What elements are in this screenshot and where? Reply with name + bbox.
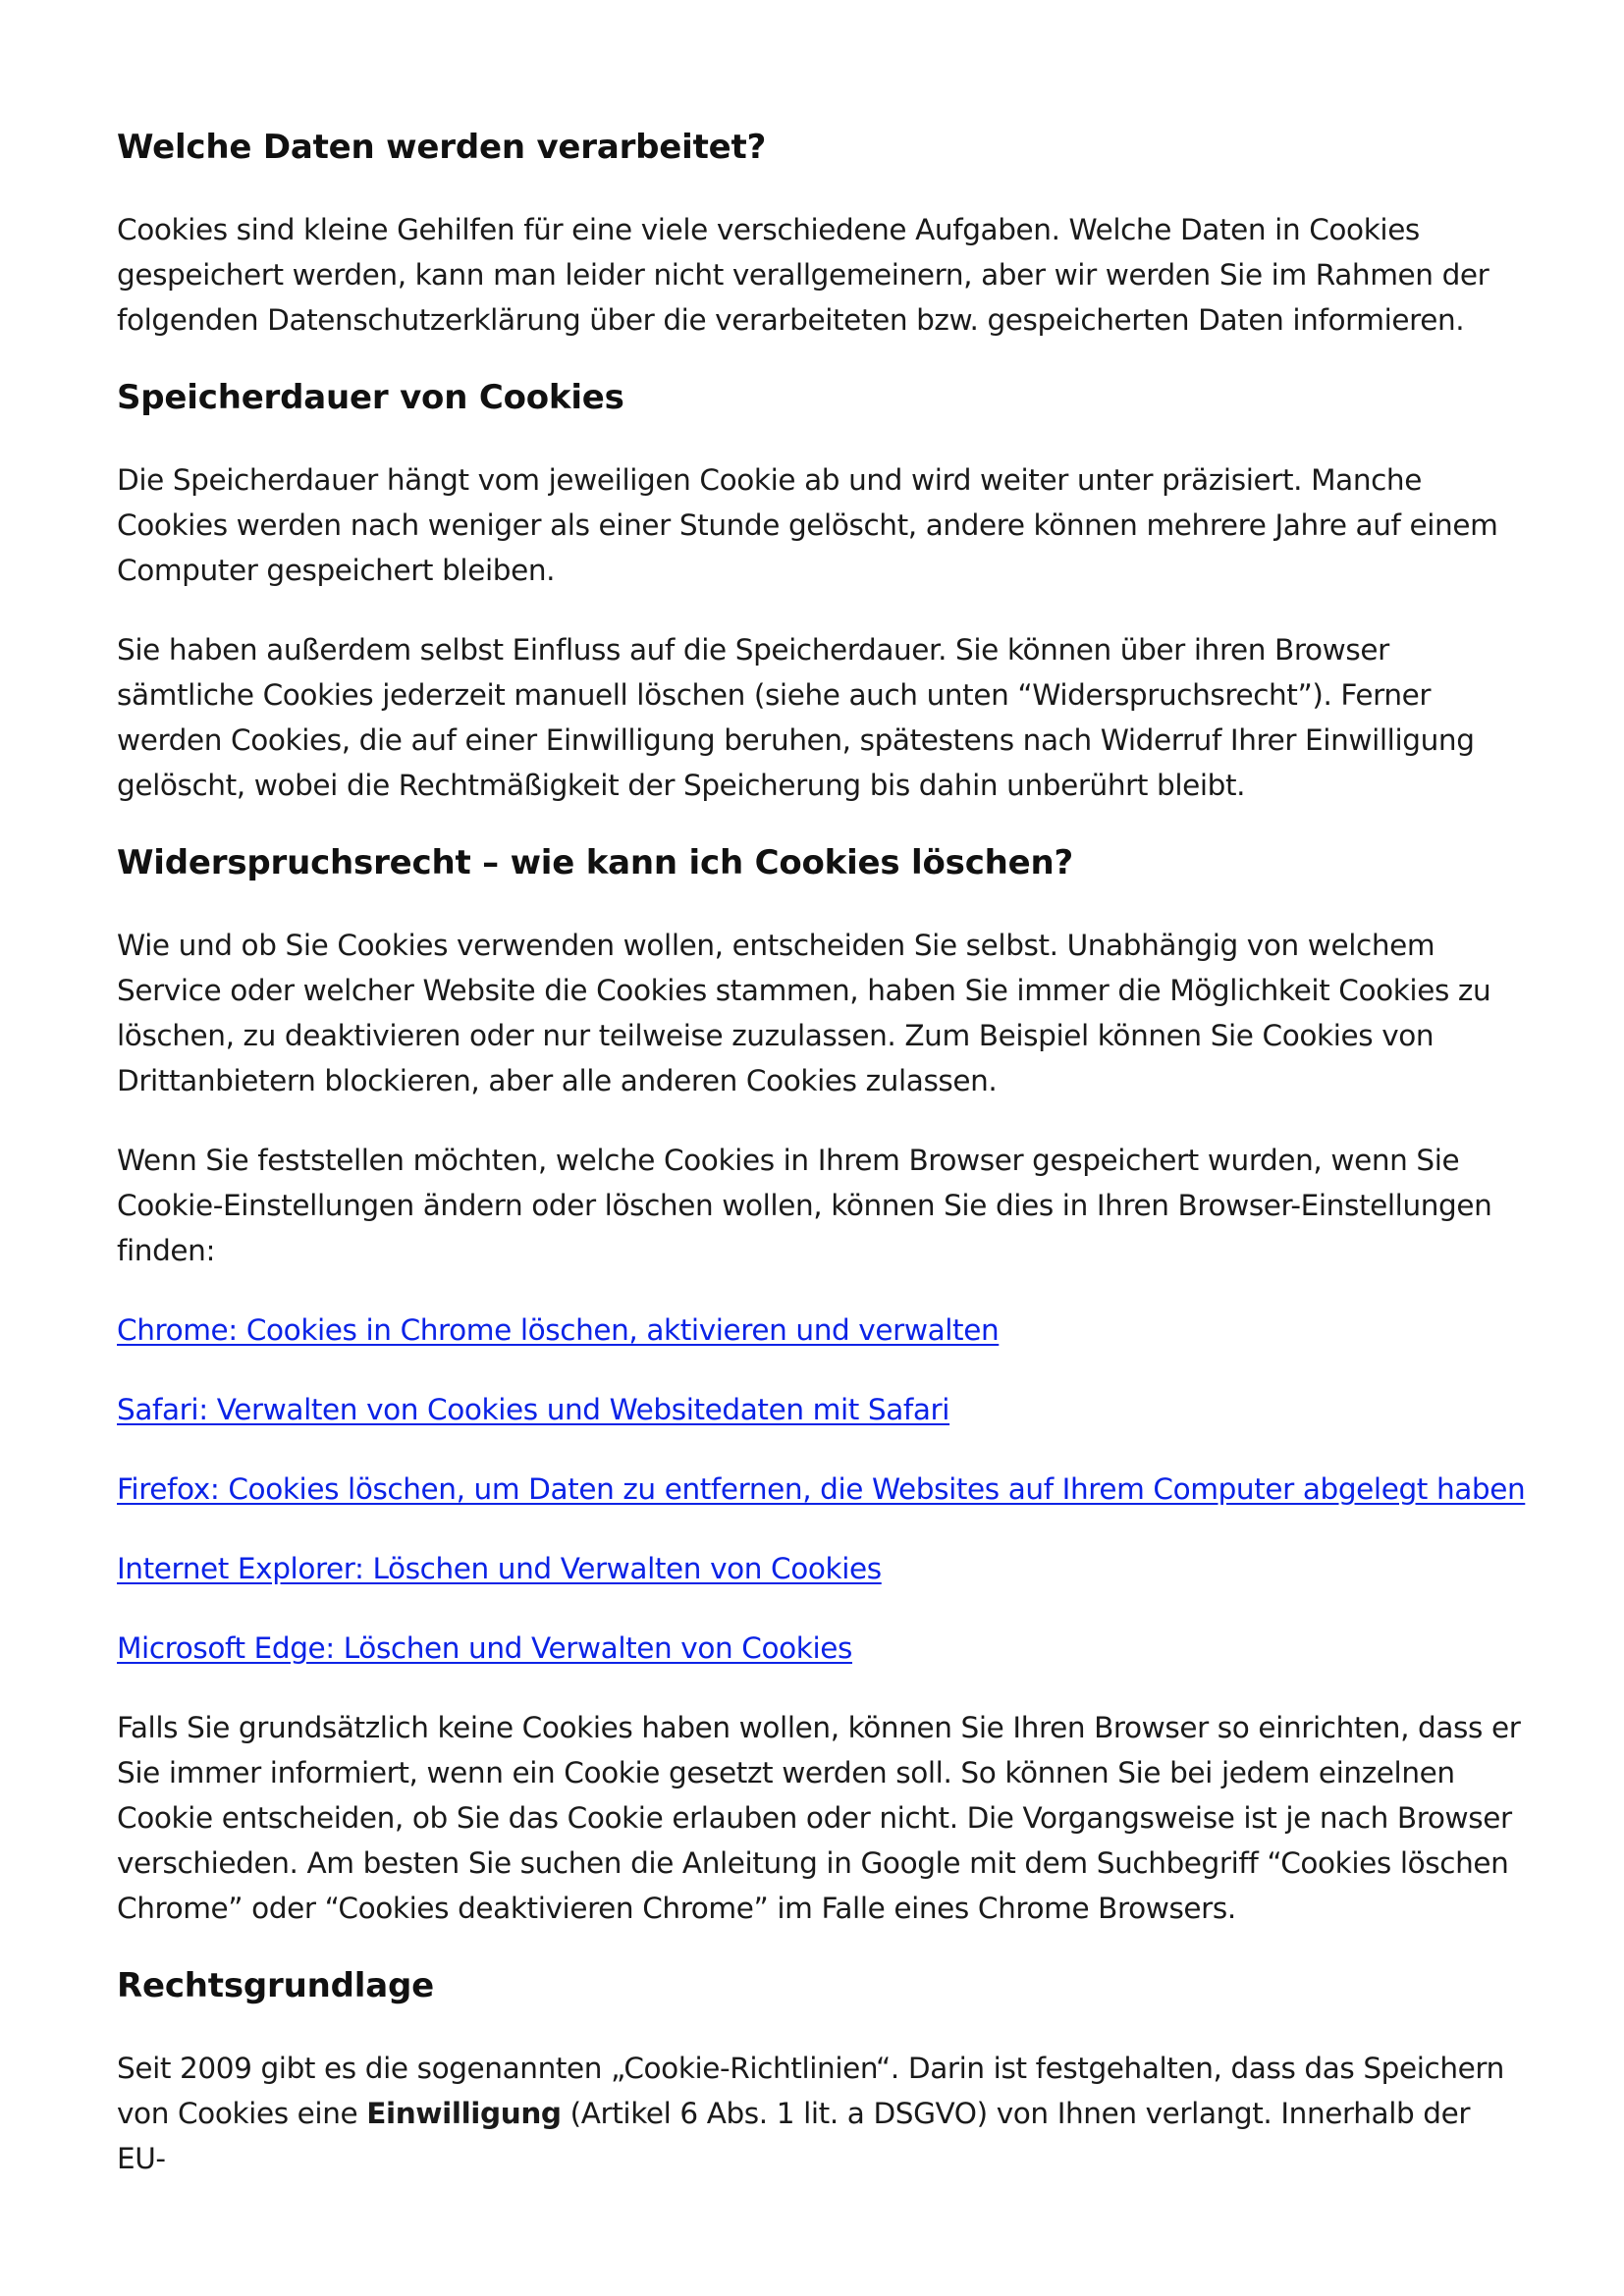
- paragraph-widerspruch-3: Falls Sie grundsätzlich keine Cookies haben wollen, können Sie Ihren Browser so einrichten, dass er Sie immer informiert, wenn ein Cookie gesetzt werden soll. So können Sie bei jedem einzelnen Cookie entscheiden, ob Sie das Cookie erlauben oder nicht. Die Vorgangsweise ist je nach Browser verschieden. Am besten Sie suchen die Anleitung in Google mit dem Suchbegriff “Cookies löschen Chrome” oder “Cookies deaktivieren Chrome” im Falle eines Chrome Browsers.: [117, 1711, 1521, 1925]
- paragraph-widerspruch-1: Wie und ob Sie Cookies verwenden wollen, entscheiden Sie selbst. Unabhängig von welchem Service oder welcher Website die Cookies stammen, haben Sie immer die Möglichkeit Cookies zu löschen, zu deaktivieren oder nur teilweise zuzulassen. Zum Beispiel können Sie Cookies von Drittanbietern blockieren, aber alle anderen Cookies zulassen.: [117, 929, 1491, 1097]
- link-microsoft-edge[interactable]: Microsoft Edge: Löschen und Verwalten von Cookies: [117, 1631, 852, 1665]
- paragraph-speicherdauer-1: Die Speicherdauer hängt vom jeweiligen Cookie ab und wird weiter unter präzisiert. Manche Cookies werden nach weniger als einer Stunde gelöscht, andere können mehrere Jahre auf einem Computer gespeichert bleiben.: [117, 463, 1498, 587]
- link-firefox[interactable]: Firefox: Cookies löschen, um Daten zu entfernen, die Websites auf Ihrem Computer abgelegt haben: [117, 1472, 1526, 1506]
- paragraph-speicherdauer-2: Sie haben außerdem selbst Einfluss auf die Speicherdauer. Sie können über ihren Browser sämtliche Cookies jederzeit manuell löschen (siehe auch unten “Widerspruchsrecht”). Ferner werden Cookies, die auf einer Einwilligung beruhen, spätestens nach Widerruf Ihrer Einwilligung gelöscht, wobei die Rechtmäßigkeit der Speicherung bis dahin unberührt bleibt.: [117, 633, 1475, 802]
- link-chrome[interactable]: Chrome: Cookies in Chrome löschen, aktivieren und verwalten: [117, 1313, 1000, 1347]
- link-internet-explorer[interactable]: Internet Explorer: Löschen und Verwalten von Cookies: [117, 1552, 882, 1585]
- heading-rechtsgrundlage: Rechtsgrundlage: [117, 1966, 434, 2005]
- paragraph-widerspruch-2: Wenn Sie feststellen möchten, welche Cookies in Ihrem Browser gespeichert wurden, wenn Sie Cookie-Einstellungen ändern oder löschen wollen, können Sie dies in Ihren Browser-Einstellungen finden:: [117, 1144, 1492, 1267]
- emphasis-einwilligung: Einwilligung: [366, 2097, 562, 2130]
- text-segment: (Artikel 6 Abs. 1 lit. a DSGVO) von Ihnen verlangt. Innerhalb der EU-: [117, 2097, 1471, 2175]
- paragraph-rechtsgrundlage: [117, 2046, 1526, 2181]
- heading-welche-daten: Welche Daten werden verarbeitet?: [117, 128, 767, 167]
- paragraph-daten: Cookies sind kleine Gehilfen für eine viele verschiedene Aufgaben. Welche Daten in Cookies gespeichert werden, kann man leider nicht verallgemeinern, aber wir werden Sie im Rahmen der folgenden Datenschutzerklärung über die verarbeiteten bzw. gespeicherten Daten informieren.: [117, 213, 1489, 337]
- text-segment: Seit 2009 gibt es die sogenannten „Cookie-Richtlinien“. Darin ist festgehalten, dass das Speichern von Cookies eine: [117, 2052, 1504, 2130]
- heading-speicherdauer: Speicherdauer von Cookies: [117, 378, 624, 417]
- heading-widerspruchsrecht: Widerspruchsrecht – wie kann ich Cookies löschen?: [117, 843, 1074, 882]
- link-safari[interactable]: Safari: Verwalten von Cookies und Websitedaten mit Safari: [117, 1393, 950, 1426]
